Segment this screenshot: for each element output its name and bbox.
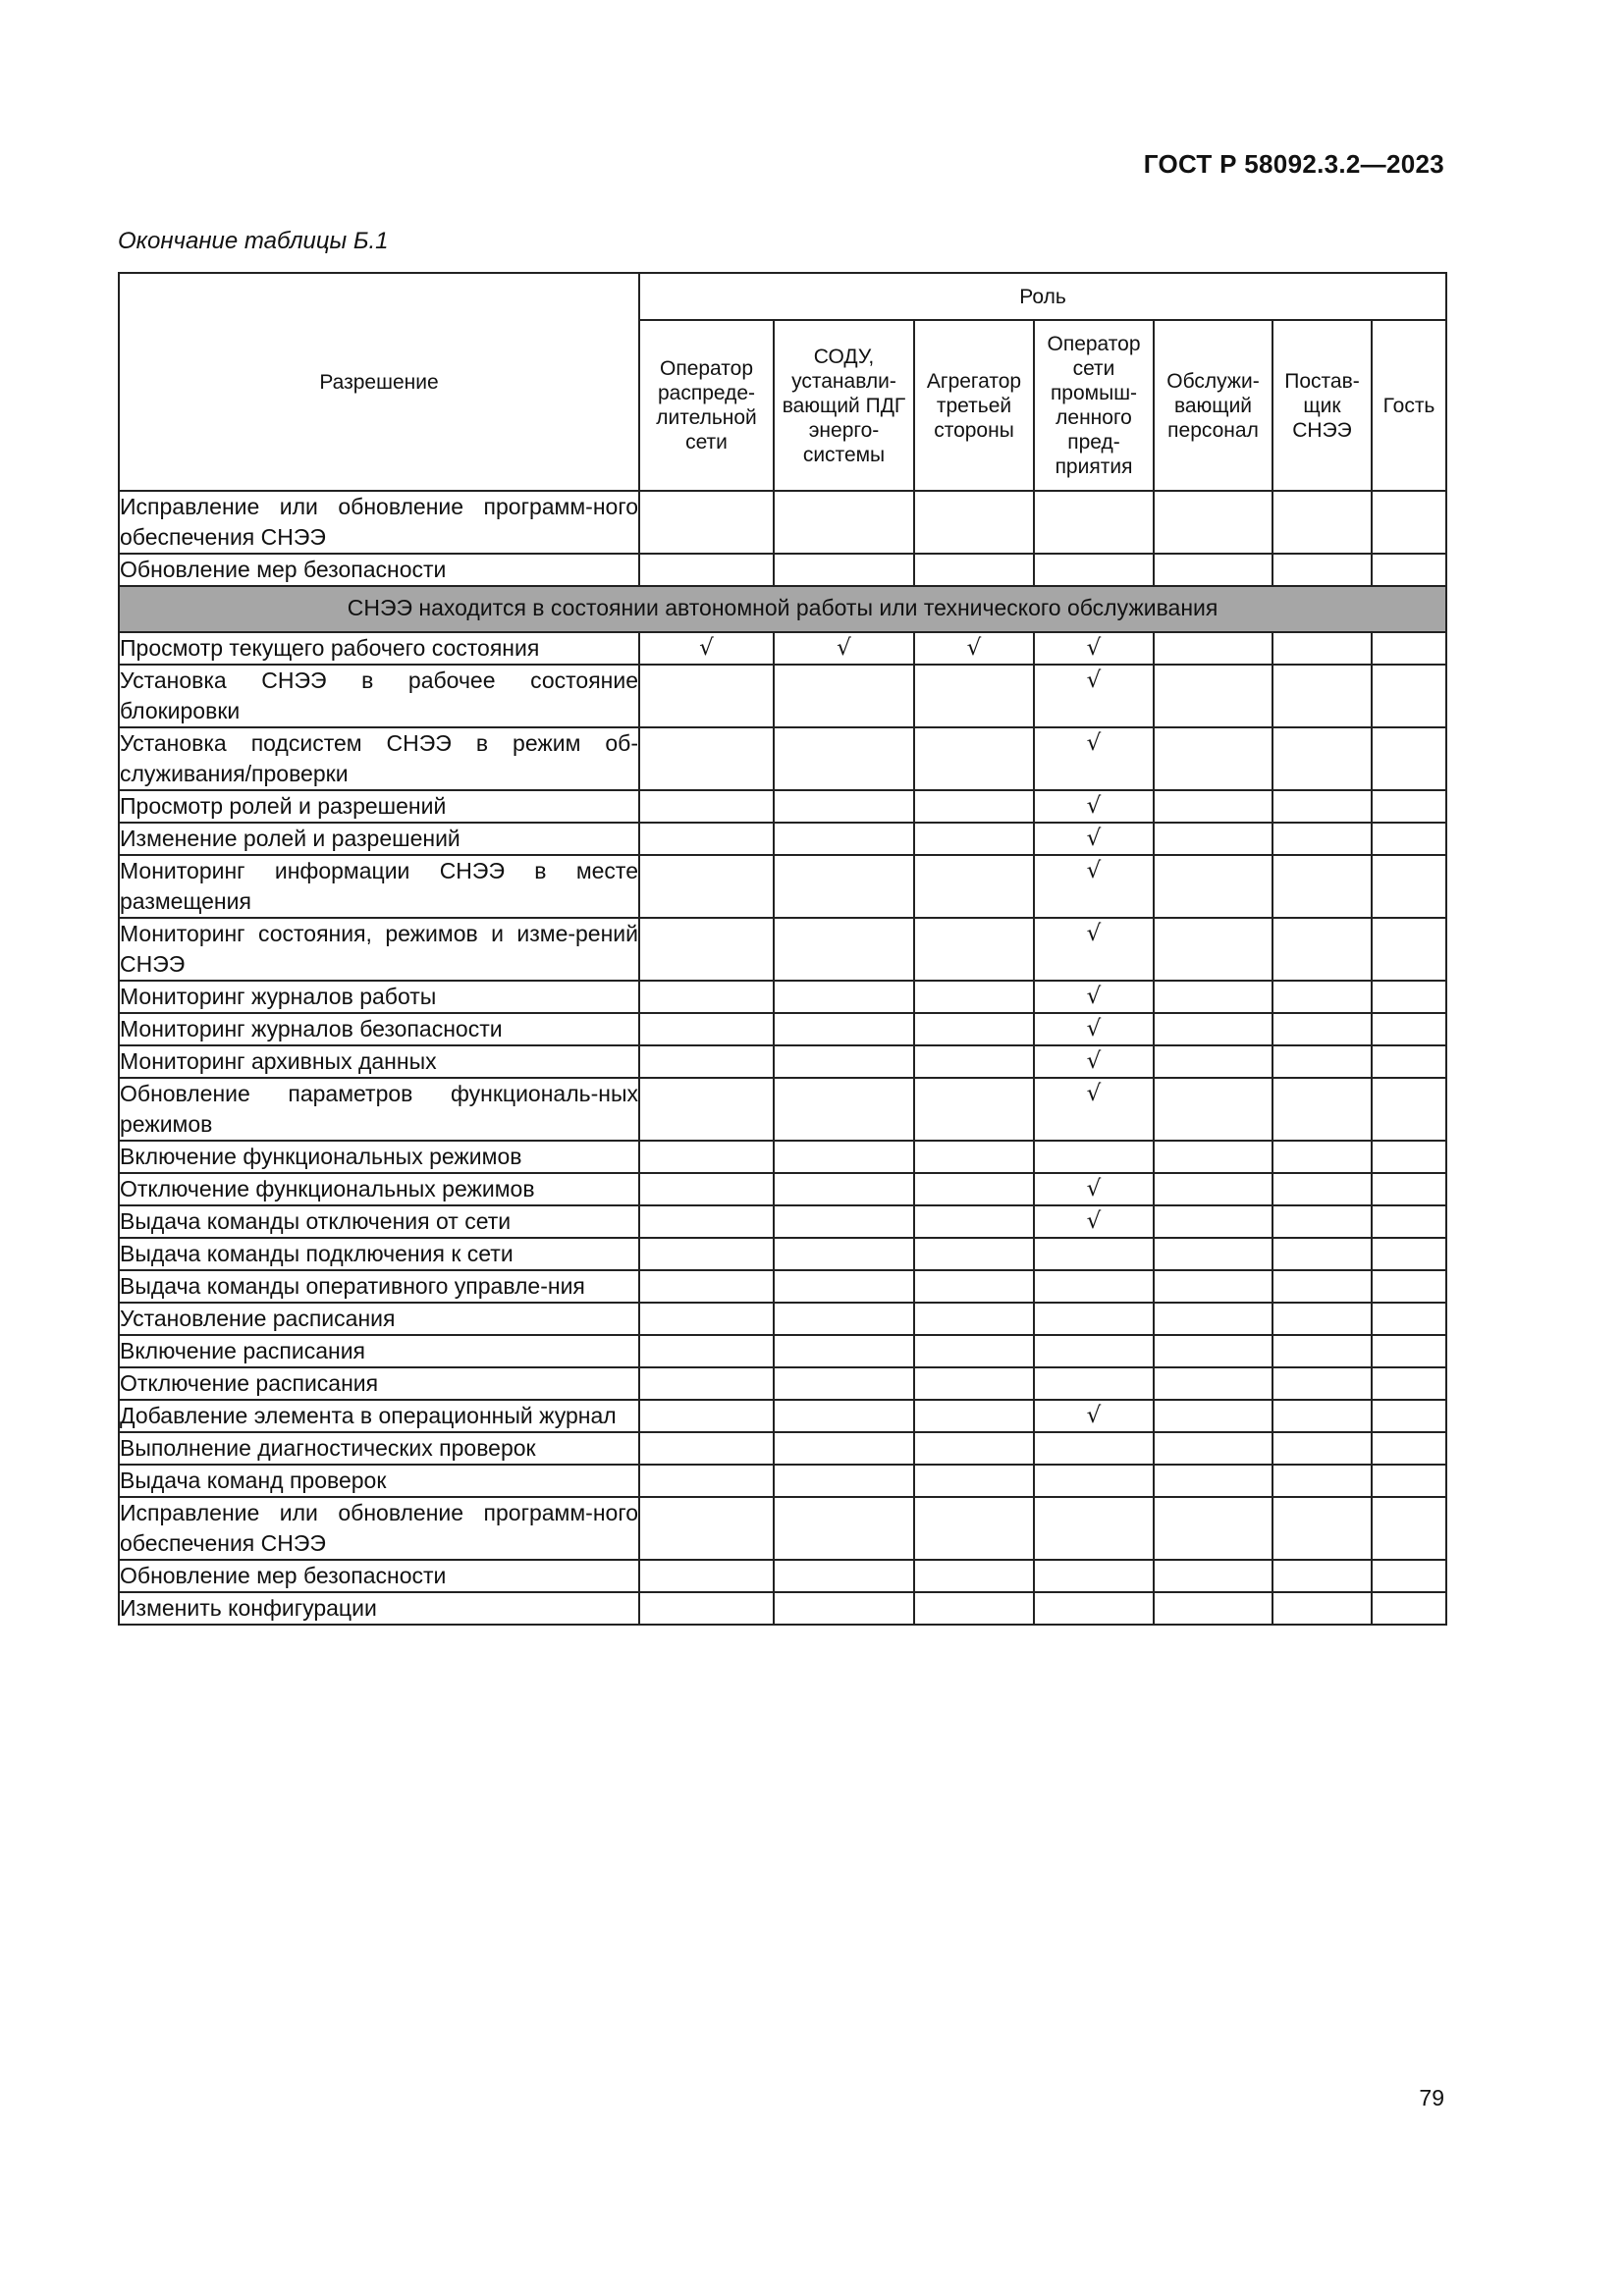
role-permission-mark: √ xyxy=(1034,665,1154,727)
role-permission-mark xyxy=(1154,823,1272,855)
table-row xyxy=(119,1303,1446,1335)
permission-label: Включение расписания xyxy=(119,1335,639,1367)
section-title: СНЭЭ находится в состоянии автономной работы или технического обслуживания xyxy=(119,586,1446,632)
permission-label: Выдача команды подключения к сети xyxy=(119,1238,639,1270)
role-permission-mark xyxy=(1372,1078,1446,1141)
role-permission-mark xyxy=(1372,554,1446,586)
role-permission-mark xyxy=(774,1400,914,1432)
role-permission-mark xyxy=(774,1465,914,1497)
role-permission-mark: √ xyxy=(1034,823,1154,855)
role-permission-mark xyxy=(1272,1205,1372,1238)
table-row xyxy=(119,1497,1446,1560)
table-caption: Окончание таблицы Б.1 xyxy=(118,228,389,254)
role-permission-mark xyxy=(1372,632,1446,665)
table-row xyxy=(119,665,1446,727)
table-row xyxy=(119,1465,1446,1497)
table-row xyxy=(119,1270,1446,1303)
role-permission-mark xyxy=(1372,491,1446,554)
table-row xyxy=(119,1013,1446,1045)
role-permission-mark xyxy=(1034,1592,1154,1625)
permission-label: Включение функциональных режимов xyxy=(119,1141,639,1173)
role-permission-mark xyxy=(914,1560,1034,1592)
role-permission-mark xyxy=(914,1497,1034,1560)
table-row xyxy=(119,1400,1446,1432)
role-permission-mark xyxy=(1372,790,1446,823)
role-permission-mark xyxy=(639,1432,774,1465)
role-permission-mark xyxy=(914,1205,1034,1238)
role-permission-mark xyxy=(1272,1465,1372,1497)
table-row xyxy=(119,491,1446,554)
table-row xyxy=(119,918,1446,981)
role-permission-mark xyxy=(1034,491,1154,554)
role-permission-mark xyxy=(1154,1303,1272,1335)
permission-label: Установка СНЭЭ в рабочее состояние блокировки xyxy=(119,665,639,727)
role-permission-mark xyxy=(639,1465,774,1497)
role-permission-mark xyxy=(1272,554,1372,586)
role-permission-mark xyxy=(639,1367,774,1400)
role-permission-mark xyxy=(1154,1238,1272,1270)
role-permission-mark xyxy=(1154,790,1272,823)
role-permission-mark: √ xyxy=(639,632,774,665)
role-permission-mark xyxy=(914,727,1034,790)
role-permission-mark xyxy=(1272,823,1372,855)
role-permission-mark xyxy=(774,1270,914,1303)
role-header: Обслужи-вающий персонал xyxy=(1154,320,1272,491)
role-permission-mark xyxy=(1034,1497,1154,1560)
document-code: ГОСТ Р 58092.3.2—2023 xyxy=(1143,149,1444,179)
role-permission-mark xyxy=(1154,1400,1272,1432)
table-row xyxy=(119,981,1446,1013)
role-permission-mark xyxy=(1154,491,1272,554)
role-permission-mark xyxy=(1272,1045,1372,1078)
role-permission-mark xyxy=(1154,1270,1272,1303)
role-permission-mark xyxy=(914,1270,1034,1303)
table-row xyxy=(119,1592,1446,1625)
role-permission-mark xyxy=(774,1335,914,1367)
role-permission-mark xyxy=(1272,1335,1372,1367)
section-row xyxy=(119,586,1446,632)
role-permission-mark xyxy=(1034,1335,1154,1367)
role-permission-mark xyxy=(639,1205,774,1238)
role-permission-mark xyxy=(1272,1013,1372,1045)
permission-label: Отключение функциональных режимов xyxy=(119,1173,639,1205)
role-permission-mark xyxy=(914,1238,1034,1270)
role-permission-mark xyxy=(1272,1432,1372,1465)
role-permission-mark xyxy=(1154,1335,1272,1367)
role-permission-mark xyxy=(1154,727,1272,790)
role-permission-mark xyxy=(639,1400,774,1432)
role-permission-mark xyxy=(914,1173,1034,1205)
role-permission-mark xyxy=(1272,1238,1372,1270)
role-permission-mark: √ xyxy=(1034,918,1154,981)
role-permission-mark xyxy=(774,1592,914,1625)
role-permission-mark xyxy=(1154,1205,1272,1238)
role-permission-mark xyxy=(1154,632,1272,665)
permission-label: Мониторинг архивных данных xyxy=(119,1045,639,1078)
role-permission-mark xyxy=(774,823,914,855)
role-permission-mark xyxy=(1272,491,1372,554)
role-permission-mark xyxy=(774,1497,914,1560)
role-permission-mark: √ xyxy=(1034,855,1154,918)
table-row xyxy=(119,855,1446,918)
permission-column-header: Разрешение xyxy=(119,273,639,491)
table-row xyxy=(119,632,1446,665)
role-permission-mark xyxy=(774,1303,914,1335)
role-permission-mark xyxy=(1034,1560,1154,1592)
role-permission-mark xyxy=(639,1497,774,1560)
role-permission-mark xyxy=(774,1367,914,1400)
role-permission-mark xyxy=(1372,1465,1446,1497)
role-header: Постав-щик СНЭЭ xyxy=(1272,320,1372,491)
role-header: Оператор сети промыш-ленного пред-приятия xyxy=(1034,320,1154,491)
permission-label: Изменить конфигурации xyxy=(119,1592,639,1625)
role-permission-mark xyxy=(914,918,1034,981)
role-permission-mark xyxy=(914,1078,1034,1141)
role-permission-mark xyxy=(774,491,914,554)
role-permission-mark xyxy=(1372,1367,1446,1400)
role-permission-mark xyxy=(1272,1400,1372,1432)
permission-label: Исправление или обновление программ-ного обеспечения СНЭЭ xyxy=(119,1497,639,1560)
role-permission-mark xyxy=(774,981,914,1013)
role-permission-mark xyxy=(1372,855,1446,918)
role-permission-mark: √ xyxy=(1034,981,1154,1013)
role-permission-mark xyxy=(1372,1270,1446,1303)
role-permission-mark xyxy=(914,981,1034,1013)
role-permission-mark: √ xyxy=(1034,727,1154,790)
role-permission-mark xyxy=(774,727,914,790)
role-permission-mark xyxy=(774,554,914,586)
table-row xyxy=(119,1238,1446,1270)
role-permission-mark xyxy=(914,491,1034,554)
role-permission-mark xyxy=(1034,554,1154,586)
role-permission-mark xyxy=(1272,855,1372,918)
role-permission-mark xyxy=(639,1013,774,1045)
role-permission-mark xyxy=(1272,1592,1372,1625)
role-permission-mark xyxy=(1154,1560,1272,1592)
role-permission-mark xyxy=(1272,1078,1372,1141)
role-permission-mark xyxy=(914,1045,1034,1078)
permission-label: Добавление элемента в операционный журнал xyxy=(119,1400,639,1432)
role-permission-mark xyxy=(1154,1465,1272,1497)
role-permission-mark xyxy=(1372,1335,1446,1367)
role-permission-mark xyxy=(914,823,1034,855)
role-permission-mark: √ xyxy=(1034,632,1154,665)
role-permission-mark xyxy=(1154,665,1272,727)
role-permission-mark xyxy=(639,1078,774,1141)
role-permission-mark xyxy=(639,1560,774,1592)
role-permission-mark: √ xyxy=(1034,1078,1154,1141)
table-row xyxy=(119,1078,1446,1141)
role-permission-mark xyxy=(639,491,774,554)
role-permission-mark xyxy=(1154,1141,1272,1173)
table-row xyxy=(119,554,1446,586)
role-permission-mark xyxy=(639,1238,774,1270)
permission-label: Выдача команды оперативного управле-ния xyxy=(119,1270,639,1303)
role-permission-mark xyxy=(639,855,774,918)
role-permission-mark xyxy=(774,1432,914,1465)
role-permission-mark: √ xyxy=(1034,1045,1154,1078)
role-permission-mark xyxy=(1154,1497,1272,1560)
role-permission-mark xyxy=(774,1560,914,1592)
role-permission-mark xyxy=(1372,1173,1446,1205)
role-permission-mark xyxy=(1154,918,1272,981)
permission-label: Выдача команды отключения от сети xyxy=(119,1205,639,1238)
permission-label: Выдача команд проверок xyxy=(119,1465,639,1497)
role-permission-mark xyxy=(774,665,914,727)
role-permission-mark xyxy=(1272,1303,1372,1335)
role-permission-mark xyxy=(1154,1367,1272,1400)
table-row xyxy=(119,790,1446,823)
role-permission-mark xyxy=(774,1045,914,1078)
role-permission-mark xyxy=(914,1303,1034,1335)
permission-label: Просмотр текущего рабочего состояния xyxy=(119,632,639,665)
role-permission-mark xyxy=(1154,1045,1272,1078)
role-permission-mark xyxy=(1154,554,1272,586)
role-permission-mark xyxy=(639,981,774,1013)
permission-label: Обновление параметров функциональ-ных режимов xyxy=(119,1078,639,1141)
table-row xyxy=(119,1367,1446,1400)
role-permission-mark xyxy=(1272,665,1372,727)
role-permission-mark xyxy=(1154,1592,1272,1625)
role-permission-mark xyxy=(1034,1303,1154,1335)
role-permission-mark xyxy=(914,665,1034,727)
role-permission-mark xyxy=(1272,1367,1372,1400)
role-permission-mark xyxy=(774,790,914,823)
role-permission-mark: √ xyxy=(1034,1400,1154,1432)
role-permission-mark xyxy=(914,855,1034,918)
permission-label: Мониторинг журналов работы xyxy=(119,981,639,1013)
permission-label: Обновление мер безопасности xyxy=(119,1560,639,1592)
role-permission-mark xyxy=(639,727,774,790)
role-permission-mark xyxy=(1372,1205,1446,1238)
role-permission-mark xyxy=(639,1173,774,1205)
permission-label: Просмотр ролей и разрешений xyxy=(119,790,639,823)
table-row xyxy=(119,1432,1446,1465)
permission-label: Исправление или обновление программ-ного обеспечения СНЭЭ xyxy=(119,491,639,554)
role-permission-mark xyxy=(1154,1432,1272,1465)
role-permission-mark xyxy=(1034,1141,1154,1173)
role-permission-mark xyxy=(1034,1432,1154,1465)
role-permission-mark xyxy=(1034,1238,1154,1270)
role-permission-mark xyxy=(1154,981,1272,1013)
role-permission-mark xyxy=(1272,1141,1372,1173)
role-permission-mark xyxy=(1272,1173,1372,1205)
role-permission-mark xyxy=(914,1335,1034,1367)
table-row xyxy=(119,1335,1446,1367)
role-permission-mark: √ xyxy=(1034,790,1154,823)
role-header: СОДУ, устанавли-вающий ПДГ энерго-системы xyxy=(774,320,914,491)
role-permission-mark xyxy=(1372,823,1446,855)
table-row xyxy=(119,1205,1446,1238)
role-permission-mark xyxy=(639,1303,774,1335)
role-permission-mark xyxy=(1372,1497,1446,1560)
role-permission-mark xyxy=(639,1335,774,1367)
role-permission-mark xyxy=(1034,1270,1154,1303)
role-permission-mark xyxy=(1272,981,1372,1013)
role-permission-mark xyxy=(1272,1497,1372,1560)
role-permission-mark xyxy=(1372,1238,1446,1270)
table-row xyxy=(119,727,1446,790)
role-permission-mark xyxy=(1272,1560,1372,1592)
role-permission-mark xyxy=(1372,727,1446,790)
permission-label: Обновление мер безопасности xyxy=(119,554,639,586)
role-permission-mark xyxy=(1272,1270,1372,1303)
role-permission-mark xyxy=(1372,1432,1446,1465)
page-number: 79 xyxy=(1419,2085,1444,2110)
role-permission-mark xyxy=(914,1400,1034,1432)
role-permission-mark xyxy=(914,1013,1034,1045)
role-permission-mark xyxy=(1034,1465,1154,1497)
table-row xyxy=(119,1141,1446,1173)
role-permission-mark xyxy=(914,1432,1034,1465)
role-permission-mark xyxy=(639,918,774,981)
role-permission-mark xyxy=(1154,855,1272,918)
role-group-header: Роль xyxy=(639,273,1446,320)
role-permission-mark xyxy=(639,790,774,823)
permission-label: Установление расписания xyxy=(119,1303,639,1335)
role-permission-mark xyxy=(1372,1592,1446,1625)
role-permission-mark xyxy=(1272,790,1372,823)
permission-label: Выполнение диагностических проверок xyxy=(119,1432,639,1465)
role-permission-mark xyxy=(914,1465,1034,1497)
role-permission-mark xyxy=(914,790,1034,823)
role-permission-mark: √ xyxy=(774,632,914,665)
permission-label: Изменение ролей и разрешений xyxy=(119,823,639,855)
role-permission-mark xyxy=(639,1141,774,1173)
role-permission-mark xyxy=(639,554,774,586)
role-permission-mark xyxy=(1372,981,1446,1013)
role-permission-mark xyxy=(914,1367,1034,1400)
role-permission-mark xyxy=(1372,1013,1446,1045)
role-permission-mark xyxy=(1372,918,1446,981)
role-header: Оператор распреде-лительной сети xyxy=(639,320,774,491)
role-permission-mark xyxy=(1154,1078,1272,1141)
table-row xyxy=(119,1560,1446,1592)
role-permission-mark xyxy=(1034,1367,1154,1400)
role-permission-mark xyxy=(1272,632,1372,665)
role-permission-mark xyxy=(774,1205,914,1238)
role-header: Гость xyxy=(1372,320,1446,491)
role-permission-mark xyxy=(914,1592,1034,1625)
permission-label: Мониторинг журналов безопасности xyxy=(119,1013,639,1045)
table-row xyxy=(119,1173,1446,1205)
role-permission-mark: √ xyxy=(1034,1205,1154,1238)
permission-label: Мониторинг информации СНЭЭ в месте размещения xyxy=(119,855,639,918)
role-permission-mark xyxy=(774,918,914,981)
role-permission-mark xyxy=(914,1141,1034,1173)
role-permission-mark xyxy=(914,554,1034,586)
role-permission-mark xyxy=(1372,1400,1446,1432)
role-header: Агрегатор третьей стороны xyxy=(914,320,1034,491)
role-permission-mark xyxy=(639,1592,774,1625)
role-permission-mark xyxy=(639,665,774,727)
role-permission-mark: √ xyxy=(1034,1013,1154,1045)
role-permission-mark xyxy=(774,1013,914,1045)
role-permission-mark xyxy=(1154,1173,1272,1205)
role-permission-mark xyxy=(639,823,774,855)
role-permission-mark xyxy=(1372,1045,1446,1078)
role-permission-mark xyxy=(1372,1560,1446,1592)
role-permission-mark xyxy=(774,1141,914,1173)
role-permission-mark: √ xyxy=(914,632,1034,665)
role-permission-mark xyxy=(774,1173,914,1205)
table-row xyxy=(119,823,1446,855)
role-permission-mark xyxy=(1372,1141,1446,1173)
role-permission-mark xyxy=(774,1238,914,1270)
role-permission-mark xyxy=(1154,1013,1272,1045)
table-row xyxy=(119,1045,1446,1078)
role-permission-mark xyxy=(1372,665,1446,727)
role-permission-mark xyxy=(639,1270,774,1303)
role-permission-mark: √ xyxy=(1034,1173,1154,1205)
permissions-table xyxy=(118,272,1447,1626)
permission-label: Установка подсистем СНЭЭ в режим об-служивания/проверки xyxy=(119,727,639,790)
permission-label: Отключение расписания xyxy=(119,1367,639,1400)
role-permission-mark xyxy=(1272,918,1372,981)
role-permission-mark xyxy=(774,855,914,918)
role-permission-mark xyxy=(1272,727,1372,790)
role-permission-mark xyxy=(1372,1303,1446,1335)
role-permission-mark xyxy=(774,1078,914,1141)
permission-label: Мониторинг состояния, режимов и изме-рений СНЭЭ xyxy=(119,918,639,981)
role-permission-mark xyxy=(639,1045,774,1078)
